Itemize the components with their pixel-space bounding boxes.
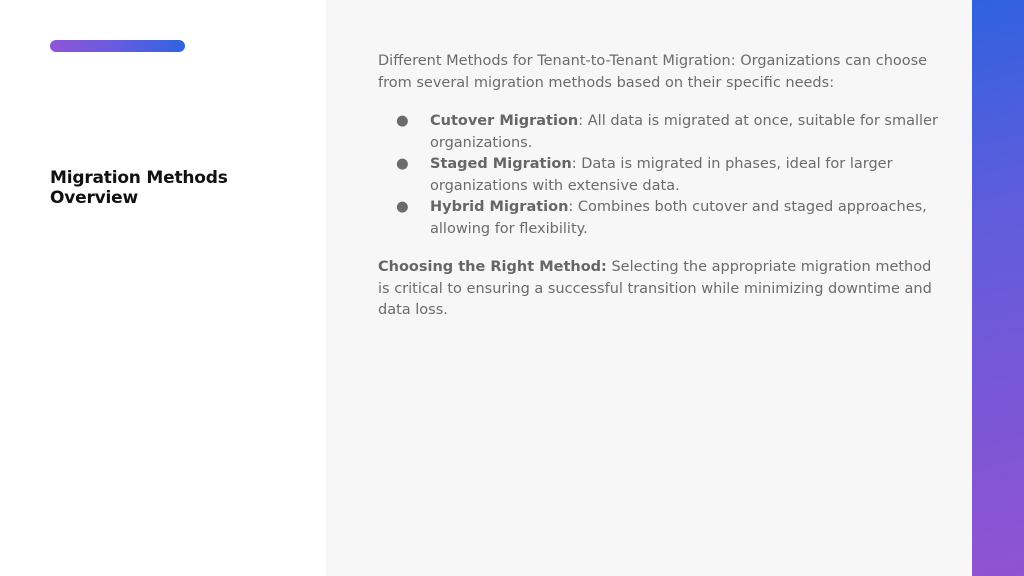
method-term: Hybrid Migration	[430, 199, 569, 215]
list-item	[378, 111, 938, 154]
list-item	[378, 197, 938, 240]
slide-body	[378, 51, 938, 322]
title-panel	[0, 0, 326, 576]
list-item	[378, 154, 938, 197]
conclusion-term: Choosing the Right Method:	[378, 259, 607, 275]
content-panel	[326, 0, 972, 576]
conclusion-text: Selecting the appropriate migration method is critical to ensuring a successful transition while minimizing downtime and data loss.	[378, 259, 932, 318]
method-term: Staged Migration	[430, 156, 572, 172]
methods-list	[378, 111, 938, 240]
decorative-gradient-strip	[972, 0, 1024, 576]
method-description: : Combines both cutover and staged approaches, allowing for flexibility.	[430, 199, 927, 237]
accent-bar	[50, 40, 185, 52]
bullet-icon: ●	[396, 113, 409, 129]
method-description: : Data is migrated in phases, ideal for larger organizations with extensive data.	[430, 156, 893, 194]
intro-paragraph: Different Methods for Tenant-to-Tenant Migration: Organizations can choose from several migration methods based on their specific needs:	[378, 53, 928, 91]
method-description: : All data is migrated at once, suitable for smaller organizations.	[430, 113, 938, 151]
method-term: Cutover Migration	[430, 113, 579, 129]
bullet-icon: ●	[396, 156, 409, 172]
bullet-icon: ●	[396, 199, 409, 215]
conclusion-paragraph	[378, 257, 938, 322]
slide-title: Migration Methods Overview	[50, 168, 228, 208]
